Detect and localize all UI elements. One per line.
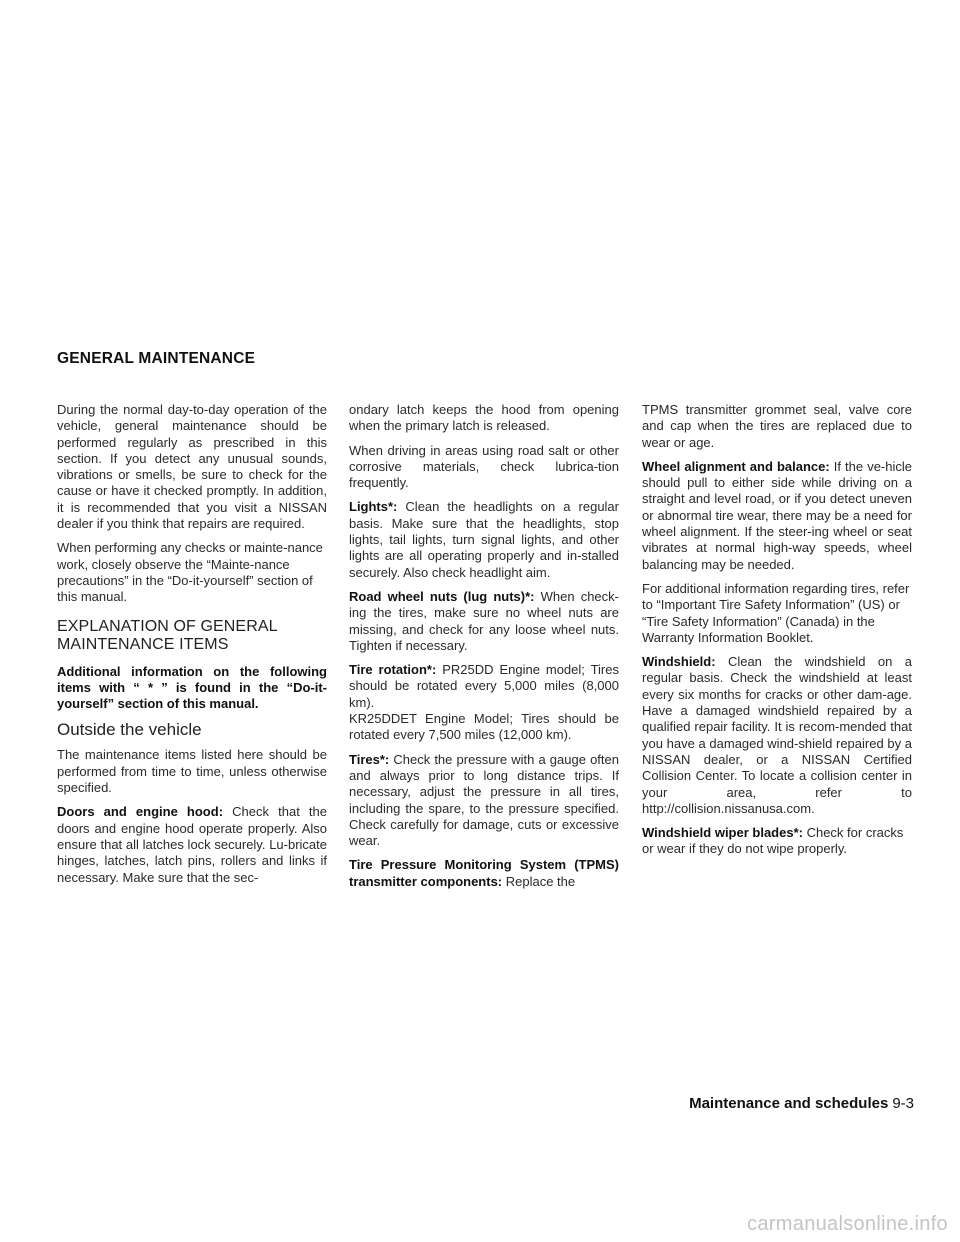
tires-item bbox=[349, 752, 619, 850]
road-salt-paragraph: When driving in areas using road salt or other corrosive materials, check lubrica-tion frequently. bbox=[349, 442, 619, 491]
tire-rotation-text: PR25DD Engine model; Tires should be rotated every 5,000 miles (8,000 km). bbox=[349, 662, 619, 710]
wheel-nuts-text: When check-ing the tires, make sure no wheel nuts are missing, and check for any loose wheel nuts. Tighten if necessary. bbox=[349, 588, 619, 653]
lights-label: Lights*: bbox=[349, 499, 398, 515]
windshield-label: Windshield: bbox=[642, 654, 716, 670]
doors-item bbox=[57, 804, 327, 885]
windshield-text: Clean the windshield on a regular basis. Check the windshield at least every six months for cracks or other dam-age. Have a damaged windshield repaired by a qualified repair facility. It is recom-mended that you have a damaged wind-shield repaired by a NISSAN dealer, or a NISSAN Certified Collision Center. To locate a collision center in your area, refer to http://collision.nissanusa.com. bbox=[642, 654, 912, 816]
alignment-label: Wheel alignment and balance: bbox=[642, 458, 830, 474]
section-title: GENERAL MAINTENANCE bbox=[57, 350, 256, 367]
watermark: carmanualsonline.info bbox=[747, 1213, 948, 1235]
outside-intro: The maintenance items listed here should be performed from time to time, unless otherwise specified. bbox=[57, 747, 327, 796]
wiper-blades-label: Windshield wiper blades*: bbox=[642, 825, 803, 841]
alignment-text: If the ve-hicle should pull to either side while driving on a straight and level road, or if you detect uneven or abnormal tire wear, there may be a need for wheel alignment. If the steer-ing wheel or seat vibrates at normal high-way speeds, wheel balancing may be needed. bbox=[642, 458, 912, 572]
column-1 bbox=[57, 402, 327, 894]
tpms-continued: TPMS transmitter grommet seal, valve core and cap when the tires are replaced due to wear or age. bbox=[642, 402, 912, 450]
tire-rotation-item bbox=[349, 662, 619, 711]
wheel-nuts-item bbox=[349, 589, 619, 654]
column-3 bbox=[642, 402, 912, 866]
tire-info-paragraph: For additional information regarding tires, refer to “Important Tire Safety Information” (US) or “Tire Safety Information” (Canada) in the Warranty Information Booklet. bbox=[642, 580, 910, 645]
wiper-blades-item bbox=[642, 825, 912, 858]
tpms-item bbox=[349, 857, 619, 890]
wheel-nuts-label: Road wheel nuts (lug nuts)*: bbox=[349, 588, 535, 604]
footer-page-number: 9-3 bbox=[892, 1095, 914, 1112]
intro-paragraph-1: During the normal day-to-day operation of the vehicle, general maintenance should be performed regularly as prescribed in this section. If you detect any unusual sounds, vibrations or smells, be sure to check for the cause or have it checked promptly. In addition, it is recommended that you visit a NISSAN dealer if you think that repairs are required. bbox=[57, 402, 327, 532]
column-2 bbox=[349, 402, 619, 898]
lights-item bbox=[349, 499, 619, 580]
doors-continued: ondary latch keeps the hood from opening when the primary latch is released. bbox=[349, 402, 619, 434]
wiper-blades-text: Check for cracks or wear if they do not wipe properly. bbox=[642, 825, 904, 857]
tpms-label: Tire Pressure Monitoring System (TPMS) transmitter components: bbox=[349, 857, 619, 889]
windshield-item bbox=[642, 654, 912, 817]
page-footer bbox=[689, 1095, 914, 1112]
tpms-text: Replace the bbox=[502, 873, 576, 889]
intro-paragraph-2: When performing any checks or mainte-nance work, closely observe the “Mainte-nance precautions” in the “Do-it-yourself” section of this manual. bbox=[57, 540, 323, 605]
doors-text: Check that the doors and engine hood operate properly. Also ensure that all latches lock securely. Lu-bricate hinges, latches, latch pins, rollers and links if necessary. Make sure that the sec- bbox=[57, 804, 327, 885]
doors-label: Doors and engine hood: bbox=[57, 804, 224, 820]
tire-rotation-label: Tire rotation*: bbox=[349, 662, 437, 678]
lights-text: Clean the headlights on a regular basis. Make sure that the headlights, stop lights, tail lights, turn signal lights, and other lights are all operating properly and in-stalled securely. Also check headlight aim. bbox=[349, 499, 619, 580]
tire-rotation-item-2: KR25DDET Engine Model; Tires should be rotated every 7,500 miles (12,000 km). bbox=[349, 711, 619, 743]
tires-label: Tires*: bbox=[349, 751, 390, 767]
outside-vehicle-heading: Outside the vehicle bbox=[57, 720, 202, 740]
do-it-yourself-note: Additional information on the following items with “ * ” is found in the “Do-it-yourself” section of this manual. bbox=[57, 663, 327, 712]
tires-text: Check the pressure with a gauge often and always prior to long distance trips. If necessary, adjust the pressure in all tires, including the spare, to the pressure specified. Check carefully for damage, cuts or excessive wear. bbox=[349, 751, 619, 849]
alignment-item bbox=[642, 459, 912, 573]
explanation-heading: EXPLANATION OF GENERAL MAINTENANCE ITEMS bbox=[57, 617, 278, 653]
footer-chapter: Maintenance and schedules bbox=[689, 1095, 889, 1112]
